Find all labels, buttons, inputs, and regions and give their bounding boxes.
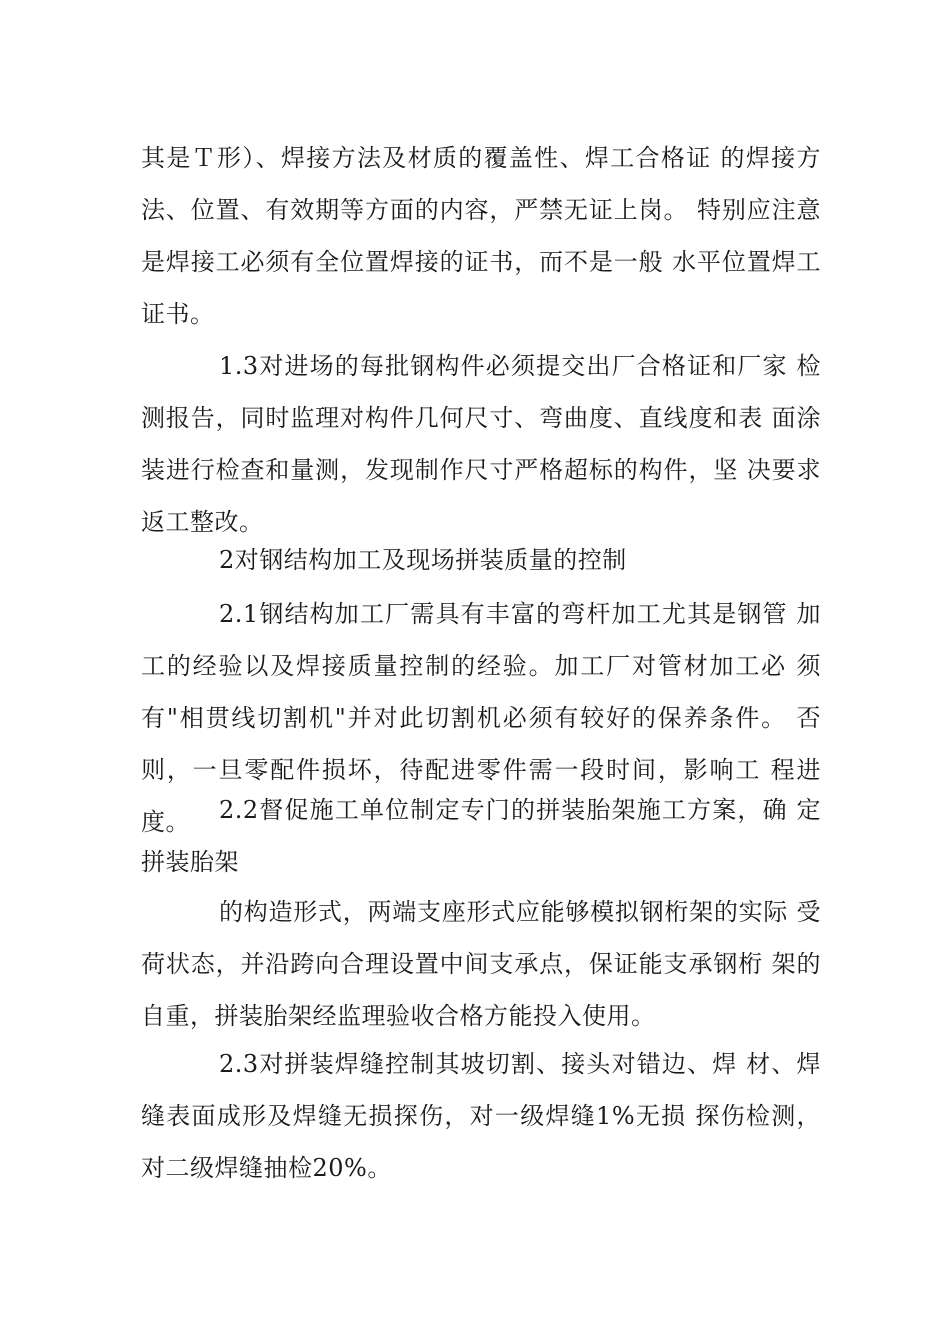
- paragraph-2-3: [141, 1038, 821, 1194]
- paragraph-2-2: [141, 784, 821, 888]
- paragraph-text: 的构造形式，两端支座形式应能够模拟钢桁架的实际 受荷状态，并沿跨向合理设置中间支承点，保证能支承钢桁 架的自重，拼装胎架经监理验收合格方能投入使用。: [141, 898, 821, 1030]
- section-heading-2: [141, 534, 821, 586]
- paragraph-text: 2.1钢结构加工厂需具有丰富的弯杆加工尤其是钢管 加工的经验以及焊接质量控制的经验。加工厂对管材加工必 须有"相贯线切割机"并对此切割机必须有较好的保养条件。 否则，一旦零配件损坏，待配进零件需一段时间，影响工 程进度。: [141, 600, 821, 836]
- paragraph-text: 1.3对进场的每批钢构件必须提交出厂合格证和厂家 检测报告，同时监理对构件几何尺寸、弯曲度、直线度和表 面涂装进行检查和量测，发现制作尺寸严格超标的构件，坚 决要求返工整改。: [141, 352, 821, 536]
- paragraph-text: 2.3对拼装焊缝控制其坡切割、接头对错边、焊 材、焊缝表面成形及焊缝无损探伤，对一级焊缝1%无损 探伤检测，对二级焊缝抽检20%。: [141, 1050, 821, 1182]
- paragraph-2-2-continued: [141, 886, 821, 1042]
- paragraph-1-3: [141, 340, 821, 548]
- paragraph-welder-certificate: [141, 132, 821, 340]
- paragraph-text: 其是Ｔ形）、焊接方法及材质的覆盖性、焊工合格证 的焊接方法、位置、有效期等方面的内容，严禁无证上岗。 特别应注意是焊接工必须有全位置焊接的证书，而不是一般 水平位置焊工证书。: [141, 144, 821, 328]
- paragraph-text: 2.2督促施工单位制定专门的拼装胎架施工方案，确 定拼装胎架: [141, 796, 821, 876]
- section-heading-text: 2对钢结构加工及现场拼装质量的控制: [219, 546, 627, 574]
